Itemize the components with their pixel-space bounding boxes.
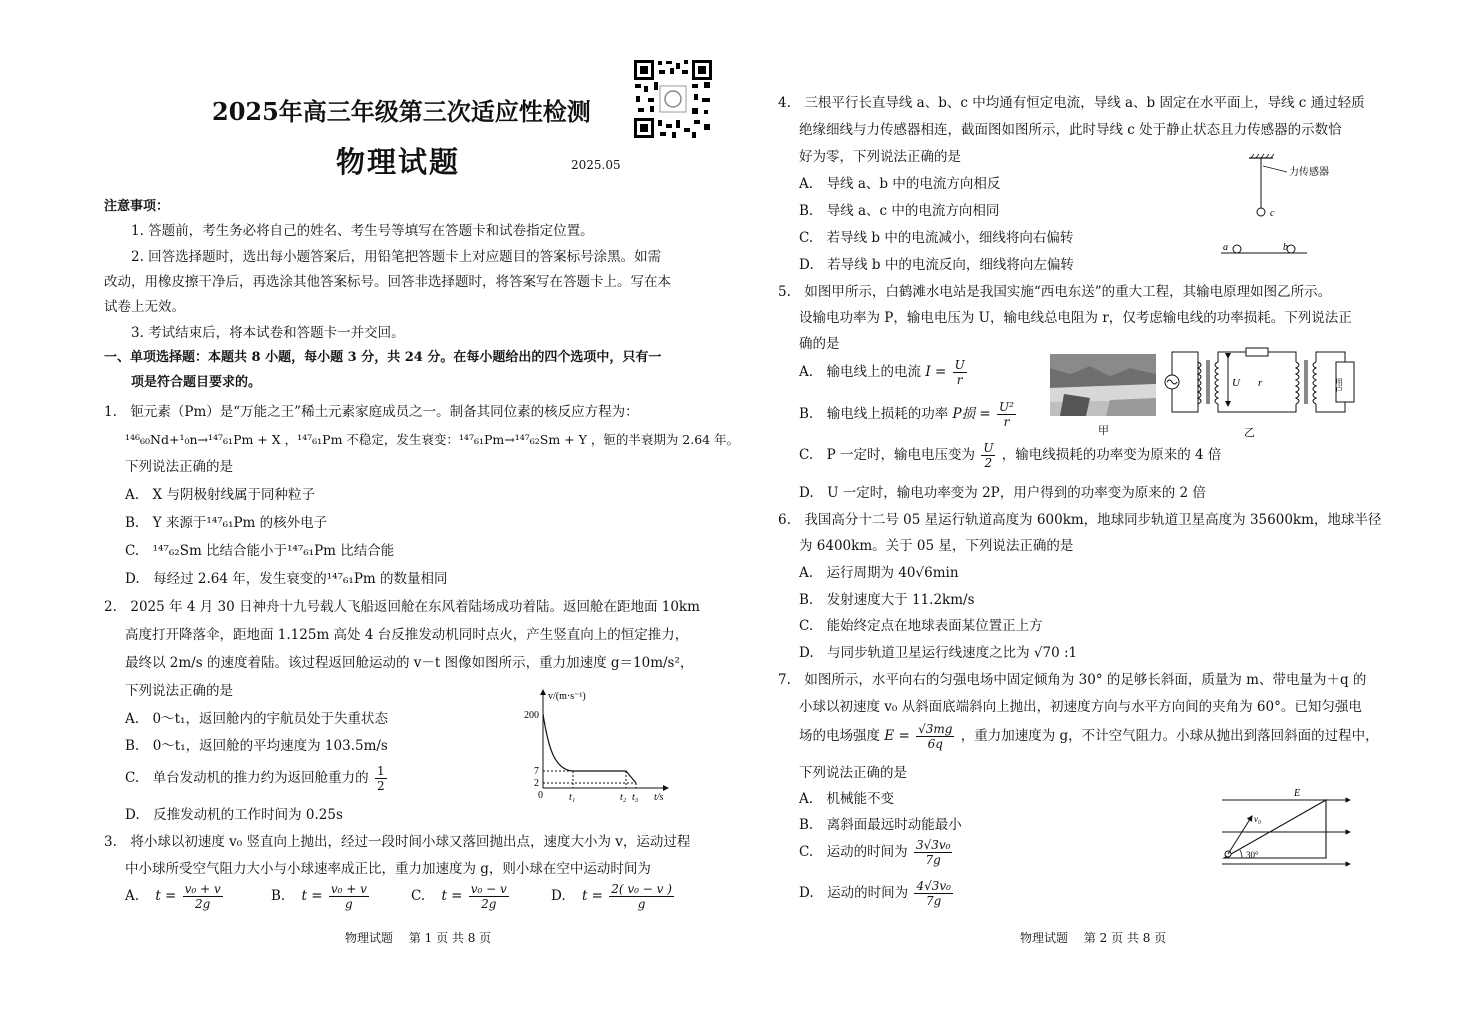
q5-dam-photo [1050,354,1156,416]
vt-t3: t₃ [632,792,639,803]
q7-label-angle: 30° [1246,850,1259,860]
vt-curve [543,714,636,783]
q2-option-c-fraction [375,764,387,793]
q7-option-c [799,838,954,867]
frac-den: r [956,373,963,387]
notice-1: 1. 答题前，考生务必将自己的姓名、考生号等填写在答题卡和试卷指定位置。 [131,223,594,239]
q5-b-text: B. 输电线上损耗的功率 [799,406,949,422]
q5-option-d: D. U 一定时，输电功率变为 2P，用户得到的功率变为原来的 2 倍 [799,485,1206,501]
section1-heading-cont: 项是符合题目要求的。 [131,375,262,390]
q7-option-d [799,879,955,908]
exam-date: 2025.05 [571,158,621,172]
q5-stem-3: 确的是 [799,336,840,352]
q3-b-fraction [329,882,369,911]
page1-footer: 物理试题 第 1 页 共 8 页 [345,931,492,945]
q5-label-yi: 乙 [1244,426,1255,439]
q7-d-text: D. 运动的时间为 [799,885,909,901]
q3-c-teq: t = [441,888,463,904]
q5-stem-1: 5. 如图甲所示，白鹤滩水电站是我国实施“西电东送”的重大工程，其输电原理如图乙所示。 [778,284,1332,300]
q5-a-fraction [953,358,967,387]
frac-num: √3mg [918,722,953,736]
frac-den: 7g [925,853,941,867]
q7-option-b: B. 离斜面最远时动能最小 [799,817,962,833]
vt-xlabel: t/s [654,792,664,803]
frac-den: g [345,897,353,911]
q2-stem-1: 2. 2025 年 4 月 30 日神舟十九号载人飞船返回舱在东风着陆场成功着陆。返回舱在距地面 10km [104,599,700,615]
q2-stem-3: 最终以 2m/s 的速度着陆。该过程返回舱运动的 v－t 图像如图所示，重力加速度 g＝10m/s²， [125,655,694,671]
q1-option-d: D. 每经过 2.64 年，发生衰变的¹⁴⁷₆₁Pm 的数量相同 [125,571,448,587]
q3-c-fraction [469,882,509,911]
q4-stem-1: 4. 三根平行长直导线 a、b、c 中均通有恒定电流，导线 a、b 固定在水平面上，导线 c 通过轻质 [778,95,1365,111]
q7-figure [1212,784,1362,870]
q2-option-a: A. 0～t₁，返回舱内的宇航员处于失重状态 [125,711,388,727]
notice-heading: 注意事项： [104,199,170,214]
q7-stem-3 [799,722,1379,751]
q3-d-label: D. [551,888,566,904]
vt-t2: t₂ [620,792,627,803]
vt-t1: t₁ [569,792,576,803]
q4-wire-c [1257,208,1265,216]
q4-sensor-label: 力传感器 [1289,167,1329,178]
q1-stem-2: ¹⁴⁶₆₀Nd+¹₀n→¹⁴⁷₆₁Pm + X ，¹⁴⁷₆₁Pm 不稳定，发生衰变：¹⁴⁷₆₁Pm→¹⁴⁷₆₂Sm + Y ，钷的半衰期为 2.64 年。 [125,432,740,447]
page2-footer: 物理试题 第 2 页 共 8 页 [1020,931,1167,945]
q6-option-d: D. 与同步轨道卫星运行线速度之比为 √70 :1 [799,645,1078,661]
q4-wire-a [1233,245,1241,253]
q5-circuit [1160,346,1360,418]
q3-d-fraction [609,882,674,911]
frac-num: v₀ + v [330,882,367,896]
frac-num: U [954,358,965,372]
q5-circuit-r: r [1258,377,1263,389]
q3-option-c [411,882,511,911]
q5-label-jia: 甲 [1098,424,1109,437]
q7-stem-1: 7. 如图所示，水平向右的匀强电场中固定倾角为 30° 的足够长斜面，质量为 m、带电量为＋q 的 [778,672,1367,688]
q7-e-eq: E = [884,728,910,744]
q5-option-b [799,400,1018,429]
q7-e-fraction [916,722,954,751]
q3-b-label: B. [271,888,286,904]
q7-incline [1224,800,1326,858]
subject-title: 物理试题 [336,145,461,179]
exam-title: 2025年高三年级第三次适应性检测 [212,97,591,126]
q5-option-c [799,441,1221,470]
q5-user-label: 用户 [1334,378,1344,394]
q4-label-c: c [1270,208,1275,219]
q5-b-fraction [997,400,1016,429]
q3-b-teq: t = [301,888,323,904]
q2-option-d: D. 反推发动机的工作时间为 0.25s [125,807,343,823]
q6-stem-1: 6. 我国高分十二号 05 星运行轨道高度为 600km，地球同步轨道卫星高度为 35600km，地球半径 [778,512,1382,528]
frac-den: 2 [984,456,993,470]
q3-a-fraction [183,882,223,911]
q3-c-label: C. [411,888,426,904]
q7-stem-3a: 场的电场强度 [799,728,880,744]
q4-option-d: D. 若导线 b 中的电流反向，细线将向左偏转 [799,257,1074,273]
q1-option-c: C. ¹⁴⁷₆₂Sm 比结合能小于¹⁴⁷₆₁Pm 比结合能 [125,543,395,559]
q4-figure [1215,152,1355,260]
vt-graph [518,686,678,806]
q3-a-label: A. [125,888,140,904]
q5-option-a [799,358,969,387]
q4-stem-2: 绝缘细线与力传感器相连，截面图如图所示，此时导线 c 处于静止状态且力传感器的示数恰 [799,122,1342,138]
frac-den: g [637,897,646,911]
frac-num: v₀ − v [470,882,507,896]
q5-circuit-U: U [1232,377,1240,389]
q5-primary-coil-2 [1296,362,1299,404]
section1-heading: 一、单项选择题：本题共 8 小题，每小题 3 分，共 24 分。在每小题给出的四个选项中，只有一 [104,350,662,365]
frac-num: U [983,441,994,455]
q5-c-fraction [981,441,995,470]
q3-stem-1: 3. 将小球以初速度 v₀ 竖直向上抛出，经过一段时间小球又落回抛出点，速度大小为 v，运动过程 [104,834,691,850]
vt-y7: 7 [534,766,539,777]
q7-label-E: E [1294,788,1301,799]
frac-num: v₀ + v [184,882,221,896]
q4-option-c: C. 若导线 b 中的电流减小，细线将向右偏转 [799,230,1074,246]
q5-line-resistor [1246,348,1268,356]
q3-d-teq: t = [581,888,603,904]
q7-option-a: A. 机械能不变 [799,791,895,807]
q3-stem-2: 中小球所受空气阻力大小与小球速率成正比，重力加速度为 g，则小球在空中运动时间为 [125,861,651,877]
q2-stem-2: 高度打开降落伞，距地面 1.125m 高处 4 台反推发动机同时点火，产生竖直向上的恒定推力， [125,627,689,643]
q1-option-a: A. X 与阴极射线属于同种粒子 [125,487,315,503]
q1-option-b: B. Y 来源于¹⁴⁷₆₁Pm 的核外电子 [125,515,328,531]
frac-num: U² [999,400,1014,414]
qr-code [632,58,714,140]
q6-stem-2: 为 6400km。关于 05 星，下列说法正确的是 [799,538,1074,554]
notice-3: 3. 考试结束后，将本试卷和答题卡一并交回。 [131,325,405,341]
frac-den: r [1003,415,1010,429]
frac-num: 3√3v₀ [915,838,951,852]
q2-option-b: B. 0～t₁，返回舱的平均速度为 103.5m/s [125,738,388,754]
q4-wire-b [1287,245,1295,253]
q5-secondary-coil-1 [1215,362,1218,404]
q3-option-d [551,882,676,911]
q2-stem-4: 下列说法正确的是 [125,683,233,699]
q1-stem-1: 1. 钷元素（Pm）是“万能之王”稀土元素家庭成员之一。制备其同位素的核反应方程为： [104,404,639,420]
notice-2-end: 试卷上无效。 [104,299,185,315]
q7-stem-4: 下列说法正确的是 [799,765,907,781]
q7-c-fraction [914,838,953,867]
q6-option-c: C. 能始终定点在地球表面某位置正上方 [799,618,1043,634]
q4-option-b: B. 导线 a、c 中的电流方向相同 [799,203,1000,219]
q5-a-text: A. 输电线上的电流 [799,364,922,380]
q1-stem-3: 下列说法正确的是 [125,459,233,475]
q7-label-v0: v₀ [1254,814,1262,824]
q6-option-b: B. 发射速度大于 11.2km/s [799,592,975,608]
q6-option-a: A. 运行周期为 40√6min [799,565,959,581]
q5-c-text1: C. P 一定时，输电电压变为 [799,447,976,463]
frac-den: 2 [376,779,385,793]
q3-a-teq: t = [155,888,177,904]
q4-stem-3: 好为零，下列说法正确的是 [799,149,961,165]
q7-d-fraction [914,879,953,908]
q5-secondary-coil-2 [1313,362,1316,404]
q2-option-c-text: C. 单台发动机的推力约为返回舱重力的 [125,770,369,786]
q4-label-a: a [1223,242,1228,253]
q2-option-c [125,764,389,793]
q3-option-b [271,882,371,911]
frac-den: 6q [927,737,943,751]
q5-b-eq: P损 = [952,406,991,422]
vt-y200: 200 [524,710,539,721]
q4-option-a: A. 导线 a、b 中的电流方向相反 [799,176,1001,192]
vt-origin: 0 [538,790,543,801]
frac-den: 7g [926,894,942,908]
frac-den: 2g [481,897,497,911]
q4-label-b: b [1283,242,1288,253]
notice-2-cont: 改动，用橡皮擦干净后，再选涂其他答案标号。回答非选择题时，将答案写在答题卡上。写在本 [104,274,671,290]
q3-option-a [125,882,225,911]
q5-stem-2: 设输电功率为 P，输电电压为 U，输电线总电阻为 r，仅考虑输电线的功率损耗。下列说法正 [799,310,1352,326]
vt-y2: 2 [534,778,539,789]
notice-2: 2. 回答选择题时，选出每小题答案后，用铅笔把答题卡上对应题目的答案标号涂黑。如需 [131,249,662,265]
q7-stem-2: 小球以初速度 v₀ 从斜面底端斜向上抛出，初速度方向与水平方向间的夹角为 60°。已知匀强电 [799,699,1362,715]
q7-c-text: C. 运动的时间为 [799,844,908,860]
q5-c-text2: ，输电线损耗的功率变为原来的 4 倍 [1001,447,1222,463]
q7-stem-3b: ，重力加速度为 g，不计空气阻力。小球从抛出到落回斜面的过程中， [960,728,1379,744]
frac-num: 4√3v₀ [916,879,951,893]
q5-a-eq: I = [925,364,947,380]
frac-den: 2g [195,897,211,911]
frac-num: 1 [376,764,385,778]
vt-ylabel: v/(m·s⁻¹) [548,691,586,702]
frac-num: 2( v₀ − v ) [611,882,672,896]
